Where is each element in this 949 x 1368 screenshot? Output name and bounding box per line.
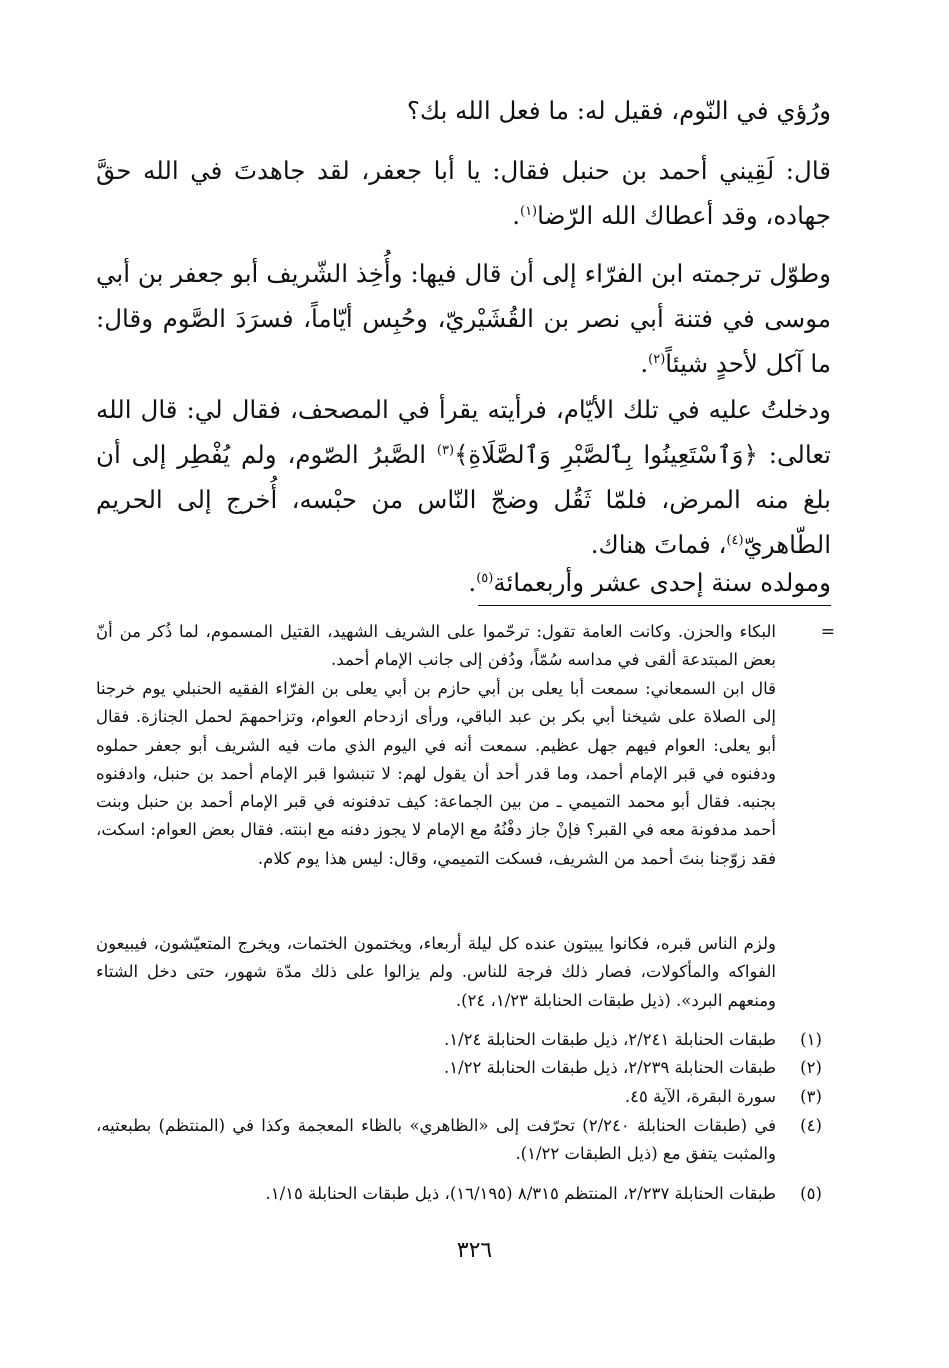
main-paragraph-5-end: . [468,568,477,597]
main-paragraph-5 [96,560,831,605]
footnote-number: (٤) [800,1116,822,1135]
footnote-text: طبقات الحنابلة ٢/٢٣٧، المنتظم ٨/٣١٥ (١٦/١٩٥)، ذيل طبقات الحنابلة ١/١٥. [265,1184,776,1203]
main-paragraph-3-text: وطوّل ترجمته ابن الفرّاء إلى أن قال فيها: وأُخِذ الشّريف أبو جعفر بن أبي موسى في فتنة أبي نصر بن القُشَيْريّ، وحُبِس أيّاماً، فسرَدَ الصَّوم وقال: ما آكل لأحدٍ شيئاً [96,259,831,378]
page-number: ٣٢٦ [456,1238,493,1263]
main-paragraph-5-text: ومولده سنة إحدى عشر وأربعمائة [493,568,831,597]
footnote-ref-2[interactable]: (٢) [648,351,666,367]
footnote-3 [96,1083,831,1111]
footnote-continuation-mark: = [820,622,835,642]
footnote-ref-3[interactable]: (٣) [436,442,455,458]
footnote-text: طبقات الحنابلة ٢/٢٣٩، ذيل طبقات الحنابلة ١/٢٢. [443,1058,776,1077]
main-paragraph-2 [96,148,831,238]
main-paragraph-4-text-b: الصَّبرُ الصّوم، ولم يُفْطِر إلى أن بلغ منه المرض، فلمّا ثَقُل وضجّ النّاس من حبْسه، أُخرج إلى الحريم الطّاهريّ [96,440,831,559]
footnote-continued-text-2: قال ابن السمعاني: سمعت أبا يعلى بن أبي حازم بن أبي يعلى بن الفرّاء الفقيه الحنبلي يوم خرجنا إلى الصلاة على شيخنا أبي بكر بن عبد الباقي، ورأى ازدحام العوام، وتزاحمهمَ لحمل الجنازة. فقال أبو يعلى: العوام فيهم جهل عظيم. سمعت أنه في اليوم الذي مات فيه الشريف أبو جعفر حملوه ودفنوه في قبر الإمام أحمد، وما قدر أحد أن يقول لهم: لا تنبشوا قبر الإمام أحمد بن حنبل، وادفنوه بجنبه. فقال أبو محمد التميمي ـ من بين الجماعة: كيف تدفنونه في قبر الإمام أحمد بن حنبل وبنت أحمد مدفونة معه في القبر؟ فإنْ جاز دفْنُهُ مع الإمام لا يجوز دفنه مع ابنته. فقال بعض العوام: اسكت، فقد زوّجنا بنتَ أحمد من الشريف، فسكت التميمي، وقال: ليس هذا يوم كلام. [96,679,776,868]
footnote-4 [96,1112,831,1168]
footnote-5 [96,1180,831,1208]
footnote-ref-4[interactable]: (٤) [726,532,744,548]
main-paragraph-2-end: . [512,201,520,230]
footnote-number: (٢) [800,1058,822,1077]
footnote-number: (٥) [800,1184,822,1203]
footnote-ref-1[interactable]: (١) [519,203,538,219]
footnote-1 [96,1026,831,1054]
main-paragraph-3 [96,251,831,386]
footnote-continued-text-1: البكاء والحزن. وكانت العامة تقول: ترحّموا على الشريف الشهيد، القتيل المسموم، لما ذُكر من أنّ بعض المبتدعة ألقى في مداسه سُمّاً، ودُفن إلى جانب الإمام أحمد. [96,622,776,670]
footnote-text: سورة البقرة، الآية ٤٥. [624,1087,776,1106]
footnote-text: في (طبقات الحنابلة ٢/٢٤٠) تحرّفت إلى «الظاهري» بالظاء المعجمة وكذا في (المنتظم) بطبعتيه، والمثبت يتفق مع (ذيل الطبقات ١/٢٢). [96,1116,776,1164]
footnote-number: (٣) [800,1087,822,1106]
main-paragraph-2-text: قال: لَقِيني أحمد بن حنبل فقال: يا أبا جعفر، لقد جاهدتَ في الله حقَّ جهاده، وقد أعطاك الله الرّضا [96,156,831,230]
footnote-continued-text-3: ولزم الناس قبره، فكانوا يبيتون عنده كل ليلة أربعاء، ويختمون الختمات، ويخرج المتعيّشون، فيبيعون الفواكه والمأكولات، فصار ذلك فرجة للناس. ولم يزالوا على ذلك مدّة شهور، حتى دخل الشتاء ومنعهم البرد». (ذيل طبقات الحنابلة ١/٢٣، ٢٤). [96,934,776,1010]
footnote-ref-5[interactable]: (٥) [476,570,494,586]
main-paragraph-4-text-a: ودخلتُ عليه في تلك الأيّام، فرأيته يقرأ في المصحف، فقال لي: قال الله تعالى: ﴿وَٱسْتَعِينُوا بِٱلصَّبْرِ وَٱلصَّلَاةِ﴾ [96,395,831,469]
main-paragraph-1 [96,88,831,133]
main-paragraph-4-text-c: ، فماتَ هناك. [590,530,727,559]
footnote-separator [478,605,831,606]
main-paragraph-4 [96,387,831,567]
main-paragraph-3-end: . [640,349,649,378]
footnote-2 [96,1054,831,1082]
main-paragraph-1-text: ورُؤي في النّوم، فقيل له: ما فعل الله بك؟ [406,96,831,125]
footnote-number: (١) [800,1030,822,1049]
footnote-text: طبقات الحنابلة ٢/٢٤١، ذيل طبقات الحنابلة ١/٢٤. [443,1030,776,1049]
